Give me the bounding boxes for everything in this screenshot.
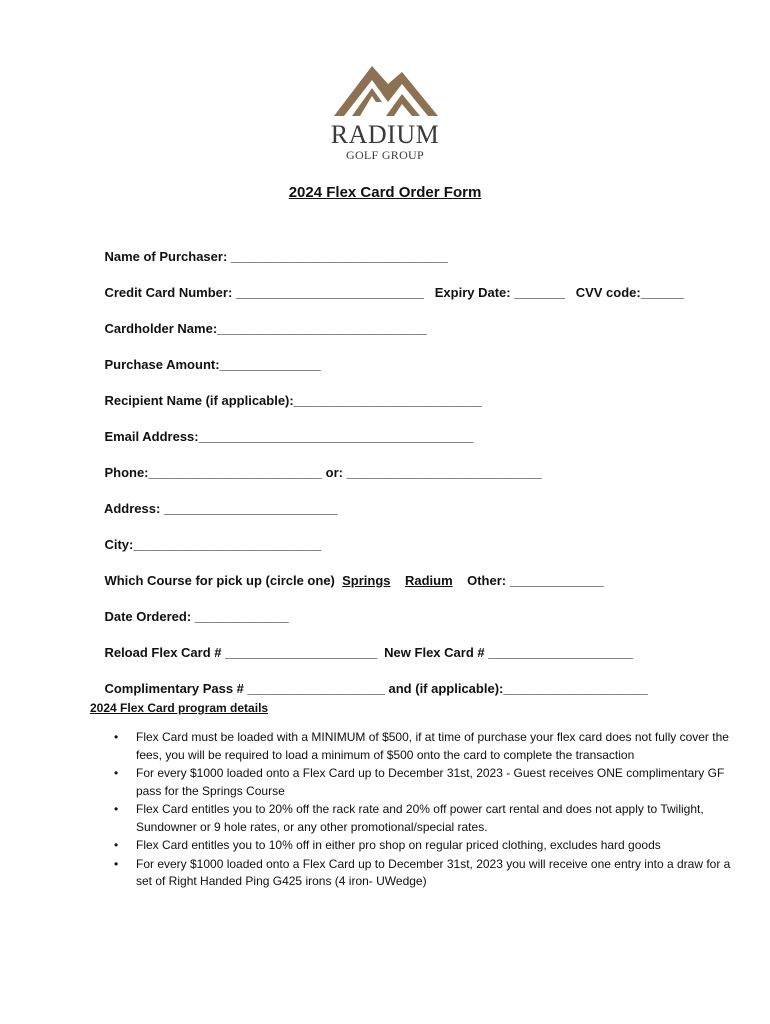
additional-pass-field[interactable]: and (if applicable):____________________ xyxy=(388,681,648,696)
complimentary-pass-field[interactable]: Complimentary Pass # ___________________ xyxy=(104,681,385,696)
logo-subtitle: GOLF GROUP xyxy=(345,148,424,162)
email-address-label: Email Address:______________________________________ xyxy=(104,429,474,444)
bullet-icon: • xyxy=(114,838,119,852)
program-details-heading: 2024 Flex Card program details xyxy=(90,701,269,715)
expiry-date-field[interactable]: Expiry Date: _______ xyxy=(434,285,565,300)
purchase-amount-label: Purchase Amount:______________ xyxy=(104,357,321,372)
logo-wordmark: RADIUM xyxy=(330,120,440,149)
list-item: • Flex Card entitles you to 10% off in either pro shop on regular priced clothing, excludes hard goods xyxy=(136,837,736,855)
bullet-icon: • xyxy=(114,856,119,871)
pickup-course-label: Which Course for pick up (circle one) xyxy=(104,573,335,588)
bullet-icon: • xyxy=(114,766,119,780)
list-item: • Flex Card entitles you to 20% off the rack rate and 20% off power cart rental and does not apply to Twilight, Sundowner or 9 hole rates, or any other promotional/special rates. xyxy=(114,802,704,834)
mountain-logo-icon xyxy=(330,62,440,118)
springs-option[interactable]: Springs xyxy=(342,573,391,588)
other-course-field[interactable]: Other: _____________ xyxy=(467,573,604,588)
form-title: 2024 Flex Card Order Form xyxy=(288,184,482,201)
credit-card-number-field[interactable]: Credit Card Number: __________________________ xyxy=(104,285,424,300)
list-item: • For every $1000 loaded onto a Flex Card up to December 31st, 2023 - Guest receives ONE complimentary GF pass for the Springs Course xyxy=(114,766,725,798)
address-label: Address: ________________________ xyxy=(103,501,338,516)
radium-option[interactable]: Radium xyxy=(404,573,453,588)
cvv-code-field[interactable]: CVV code:______ xyxy=(575,285,685,300)
phone-label: Phone:________________________ or: ___________________________ xyxy=(104,465,542,480)
date-ordered-label: Date Ordered: _____________ xyxy=(104,609,289,624)
new-flex-card-field[interactable]: New Flex Card # ____________________ xyxy=(384,645,633,660)
program-details-list xyxy=(90,729,736,892)
cardholder-name-label: Cardholder Name:_____________________________ xyxy=(104,321,427,336)
bullet-icon: • xyxy=(114,730,119,744)
recipient-name-label: Recipient Name (if applicable):__________________________ xyxy=(104,393,482,408)
list-item: • Flex Card must be loaded with a MINIMUM of $500, if at time of purchase your flex card does not fully cover the fees, you will be required to load a minimum of $500 onto the card to complete the transaction xyxy=(114,730,729,762)
reload-flex-card-field[interactable]: Reload Flex Card # _____________________ xyxy=(104,645,377,660)
city-label: City:__________________________ xyxy=(104,537,322,552)
bullet-icon: • xyxy=(114,802,119,816)
radium-golf-group-logo xyxy=(320,50,450,175)
purchaser-name-label: Name of Purchaser: ______________________________ xyxy=(104,249,448,264)
list-item: • For every $1000 loaded onto a Flex Card up to December 31st, 2023 you will receive one entry into a draw for a set of Right Handed Ping G425 irons (4 iron- UWedge) xyxy=(114,856,731,888)
